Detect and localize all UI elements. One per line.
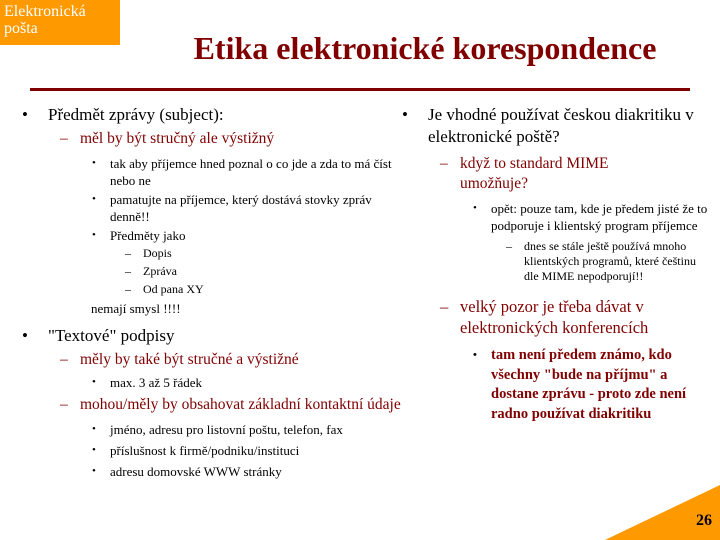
signatures-sub-2-bullet-text: příslušnost k firmě/podniku/instituci — [110, 443, 300, 458]
right-column — [402, 104, 720, 424]
dash-marker: – — [506, 239, 512, 253]
diacritics-sub-1-detail — [506, 239, 704, 284]
diacritics-sub-2-bullet — [473, 346, 696, 424]
bullet-dot: • — [473, 349, 477, 361]
title-rule — [30, 88, 690, 91]
example-item — [125, 264, 415, 279]
bullet-dot: • — [402, 105, 408, 124]
diacritics-sub-2-text: velký pozor je třeba dávat v elektronických konferencích — [460, 297, 649, 337]
diacritics-sub-2-bullet-text: tam není předem známo, kdo všechny "bude na příjmu" a dostane zprávu - proto zde není radno používat diakritiku — [491, 347, 687, 422]
subject-bullet-1-text: tak aby příjemce hned poznal o co jde a zda to má číst nebo ne — [110, 156, 392, 188]
bullet-dot: • — [92, 423, 96, 435]
dash-marker: – — [125, 282, 131, 296]
section-tag — [0, 0, 120, 45]
bullet-dot: • — [473, 202, 477, 214]
subject-bullet-2 — [92, 191, 410, 225]
signatures-sub-2-bullet-text: jméno, adresu pro listovní poštu, telefon, fax — [110, 422, 343, 437]
subject-note — [91, 300, 415, 317]
slide-title: Etika elektronické korespondence — [193, 30, 657, 66]
bullet-subject-text: Předmět zprávy (subject): — [48, 105, 224, 124]
subject-note-text: nemají smysl !!!! — [91, 301, 181, 316]
dash-marker: – — [125, 264, 131, 278]
page-number: 26 — [696, 512, 712, 529]
signatures-sub-2-bullet — [92, 442, 415, 459]
dash-marker: – — [440, 297, 449, 316]
signatures-sub-1-bullet-text: max. 3 až 5 řádek — [110, 375, 203, 390]
subject-bullet-2-text: pamatujte na příjemce, který dostává stovky zpráv denně!! — [110, 192, 372, 224]
bullet-dot: • — [92, 465, 96, 477]
signatures-sub-1-text: měly by také být stručné a výstižné — [80, 351, 299, 368]
bullet-signatures-text: "Textové" podpisy — [48, 326, 175, 345]
diacritics-sub-1-detail-text: dnes se stále ještě používá mnoho klientských programů, které češtinu dle MIME nepodporují!! — [524, 239, 696, 283]
bullet-dot: • — [92, 444, 96, 456]
dash-marker: – — [440, 155, 448, 172]
dash-marker: – — [125, 246, 131, 260]
subject-bullet-3-text: Předměty jako — [110, 228, 186, 243]
bullet-dot: • — [92, 376, 96, 388]
subject-sub-text: měl by být stručný ale výstižný — [80, 130, 275, 147]
diacritics-sub-1 — [440, 154, 650, 194]
signatures-sub-2-bullet — [92, 421, 415, 438]
example-item-text: Od pana XY — [143, 282, 204, 296]
example-item-text: Zpráva — [143, 264, 177, 278]
dash-marker: – — [60, 351, 68, 368]
subject-sub — [60, 129, 415, 149]
bullet-dot: • — [92, 193, 96, 205]
bullet-diacritics-text: Je vhodné používat českou diakritiku v elektronické poště? — [428, 105, 694, 146]
signatures-sub-2 — [60, 395, 410, 415]
example-item — [125, 246, 415, 261]
signatures-sub-1 — [60, 350, 415, 370]
diacritics-sub-2 — [440, 296, 700, 338]
bullet-subject — [22, 104, 415, 126]
dash-marker: – — [60, 396, 68, 413]
example-item-text: Dopis — [143, 246, 172, 260]
signatures-sub-2-bullet — [92, 463, 415, 480]
section-tag-label: Elektronická pošta — [4, 3, 86, 37]
diacritics-sub-1-text: když to standard MIME umožňuje? — [460, 155, 609, 192]
subject-bullet-1 — [92, 155, 410, 189]
subject-bullet-3 — [92, 227, 415, 244]
example-item — [125, 282, 415, 297]
bullet-dot: • — [22, 326, 28, 345]
signatures-sub-2-bullet-text: adresu domovské WWW stránky — [110, 464, 282, 479]
signatures-sub-1-bullet — [92, 374, 415, 391]
bullet-dot: • — [92, 157, 96, 169]
signatures-sub-2-text: mohou/měly by obsahovat základní kontaktní údaje — [80, 396, 401, 413]
left-column — [0, 104, 415, 480]
diacritics-sub-1-bullet — [473, 200, 713, 234]
bullet-dot: • — [22, 105, 28, 124]
diacritics-sub-1-bullet-text: opět: pouze tam, kde je předem jisté že to podporuje i klientský program příjemce — [491, 201, 708, 233]
dash-marker: – — [60, 130, 68, 147]
bullet-signatures — [22, 325, 415, 347]
bullet-diacritics — [402, 104, 698, 148]
bullet-dot: • — [92, 229, 96, 241]
